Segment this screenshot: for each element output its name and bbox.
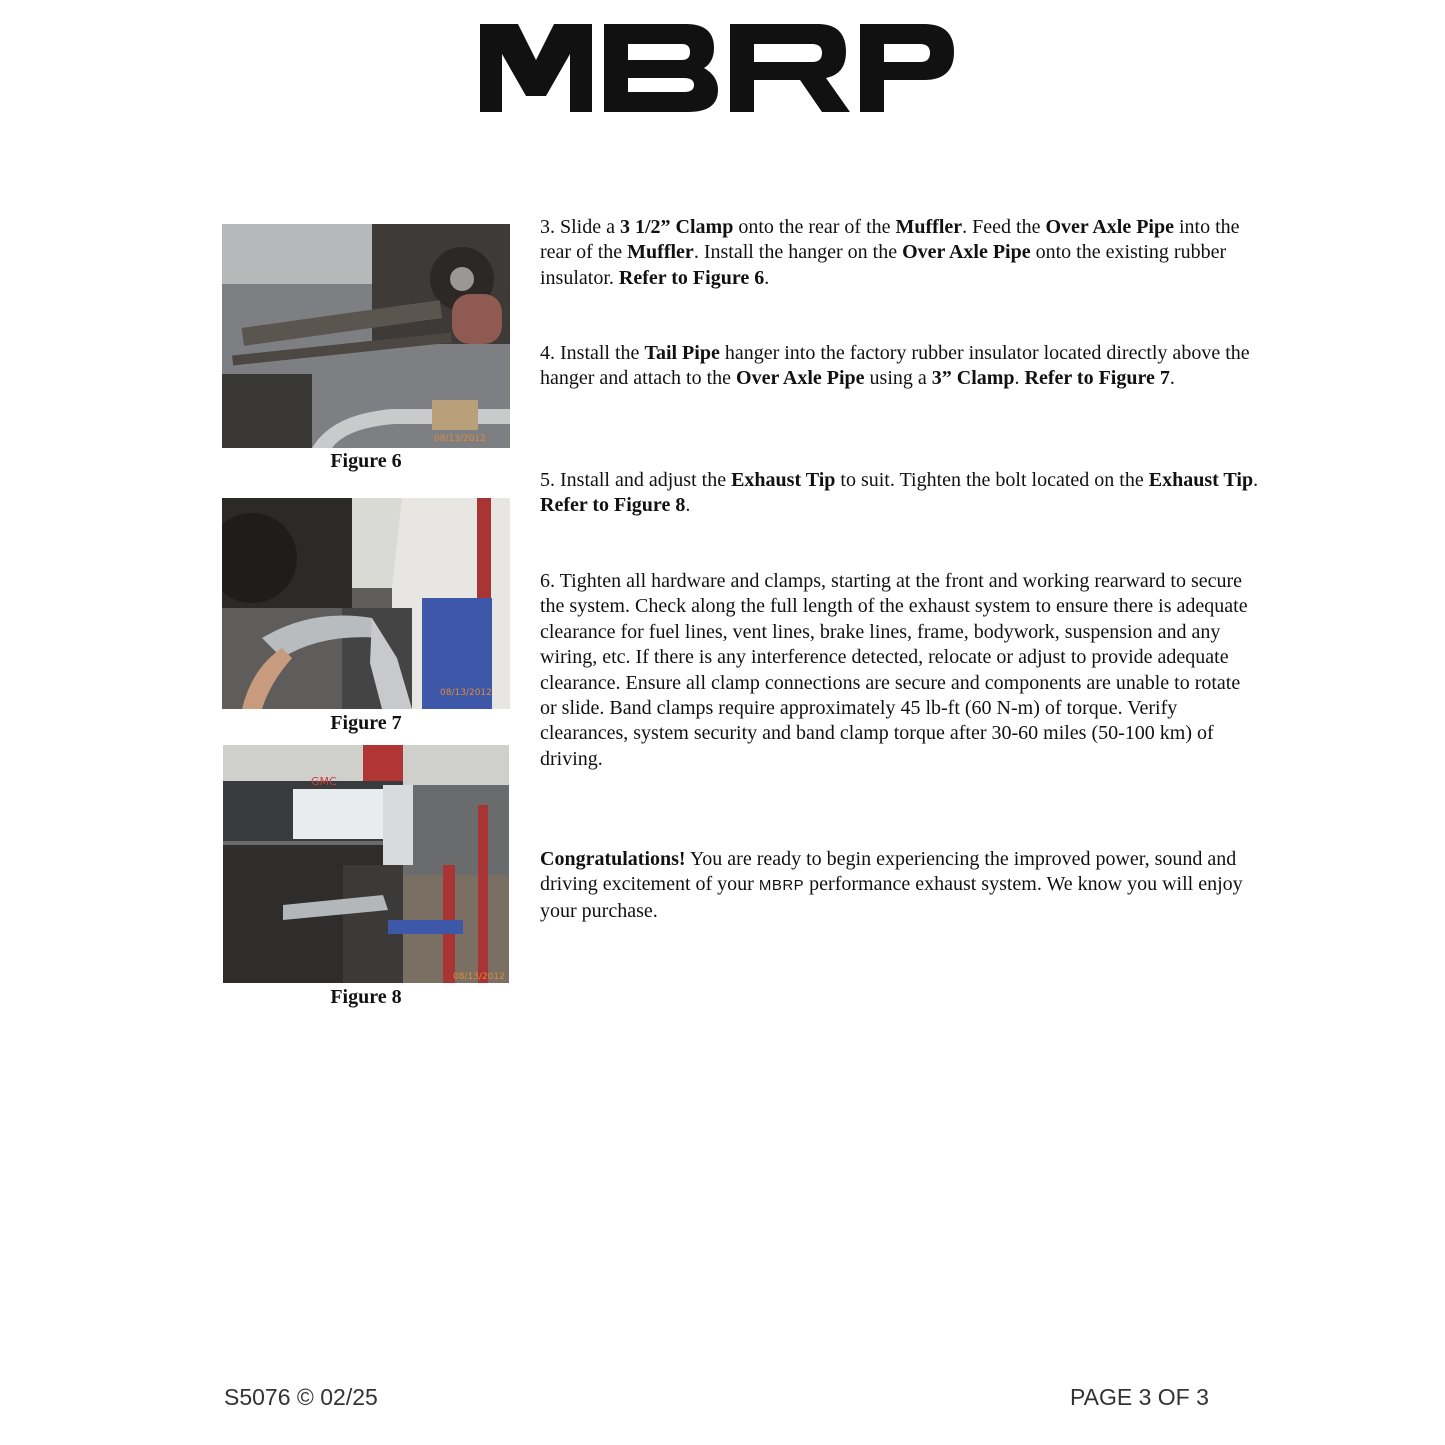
mbrp-logo-icon [478,20,956,116]
figure-8-caption: Figure 8 [330,986,402,1008]
figure-8-date-stamp: 08/13/2012 [453,972,505,982]
footer-page-number: PAGE 3 OF 3 [1070,1384,1209,1410]
step-4-paragraph: 4. Install the Tail Pipe hanger into the factory rubber insulator located directly above the hanger and attach to the Over Axle Pipe using a 3” Clamp. Refer to Figure 7. [540,342,1250,390]
step-5-paragraph: 5. Install and adjust the Exhaust Tip to suit. Tighten the bolt located on the Exhaust Tip. Refer to Figure 8. [540,469,1259,517]
mbrp-logo [478,20,956,116]
step-6-paragraph: 6. Tighten all hardware and clamps, starting at the front and working rearward to secure the system. Check along the full length of the exhaust system to ensure there is adequate clearance for fuel lines, vent lines, brake lines, frame, bodywork, suspension and any wiring, etc. If there is any interference detected, relocate or adjust to provide adequate clearance. Ensure all clamp connections are secure and components are unable to rotate or slide. Band clamps require approximately 45 lb-ft (60 N-m) of torque. Verify clearances, system security and band clamp torque after 30-60 miles (50-100 km) of driving. [540,570,1248,770]
figure-8-gmc-badge: GMC [311,775,337,788]
congratulations-paragraph: Congratulations! You are ready to begin experiencing the improved power, sound and driving excitement of your MBRP performance exhaust system. We know you will enjoy your purchase. [540,848,1243,922]
figure-7-photo [222,498,510,709]
inline-brand: MBRP [758,877,805,895]
step-3-paragraph: 3. Slide a 3 1/2” Clamp onto the rear of the Muffler. Feed the Over Axle Pipe into the rear of the Muffler. Install the hanger on the Over Axle Pipe onto the existing rubber insulator. Refer to Figure 6. [540,216,1240,289]
figure-7-date-stamp: 08/13/2012 [440,688,492,698]
figure-6-caption: Figure 6 [330,450,402,472]
figure-6-date-stamp: 08/13/2012 [434,434,486,444]
figure-8-photo [223,745,509,983]
figure-7-caption: Figure 7 [330,712,402,734]
figure-6-photo [222,224,510,448]
footer-document-code: S5076 © 02/25 [224,1384,378,1410]
